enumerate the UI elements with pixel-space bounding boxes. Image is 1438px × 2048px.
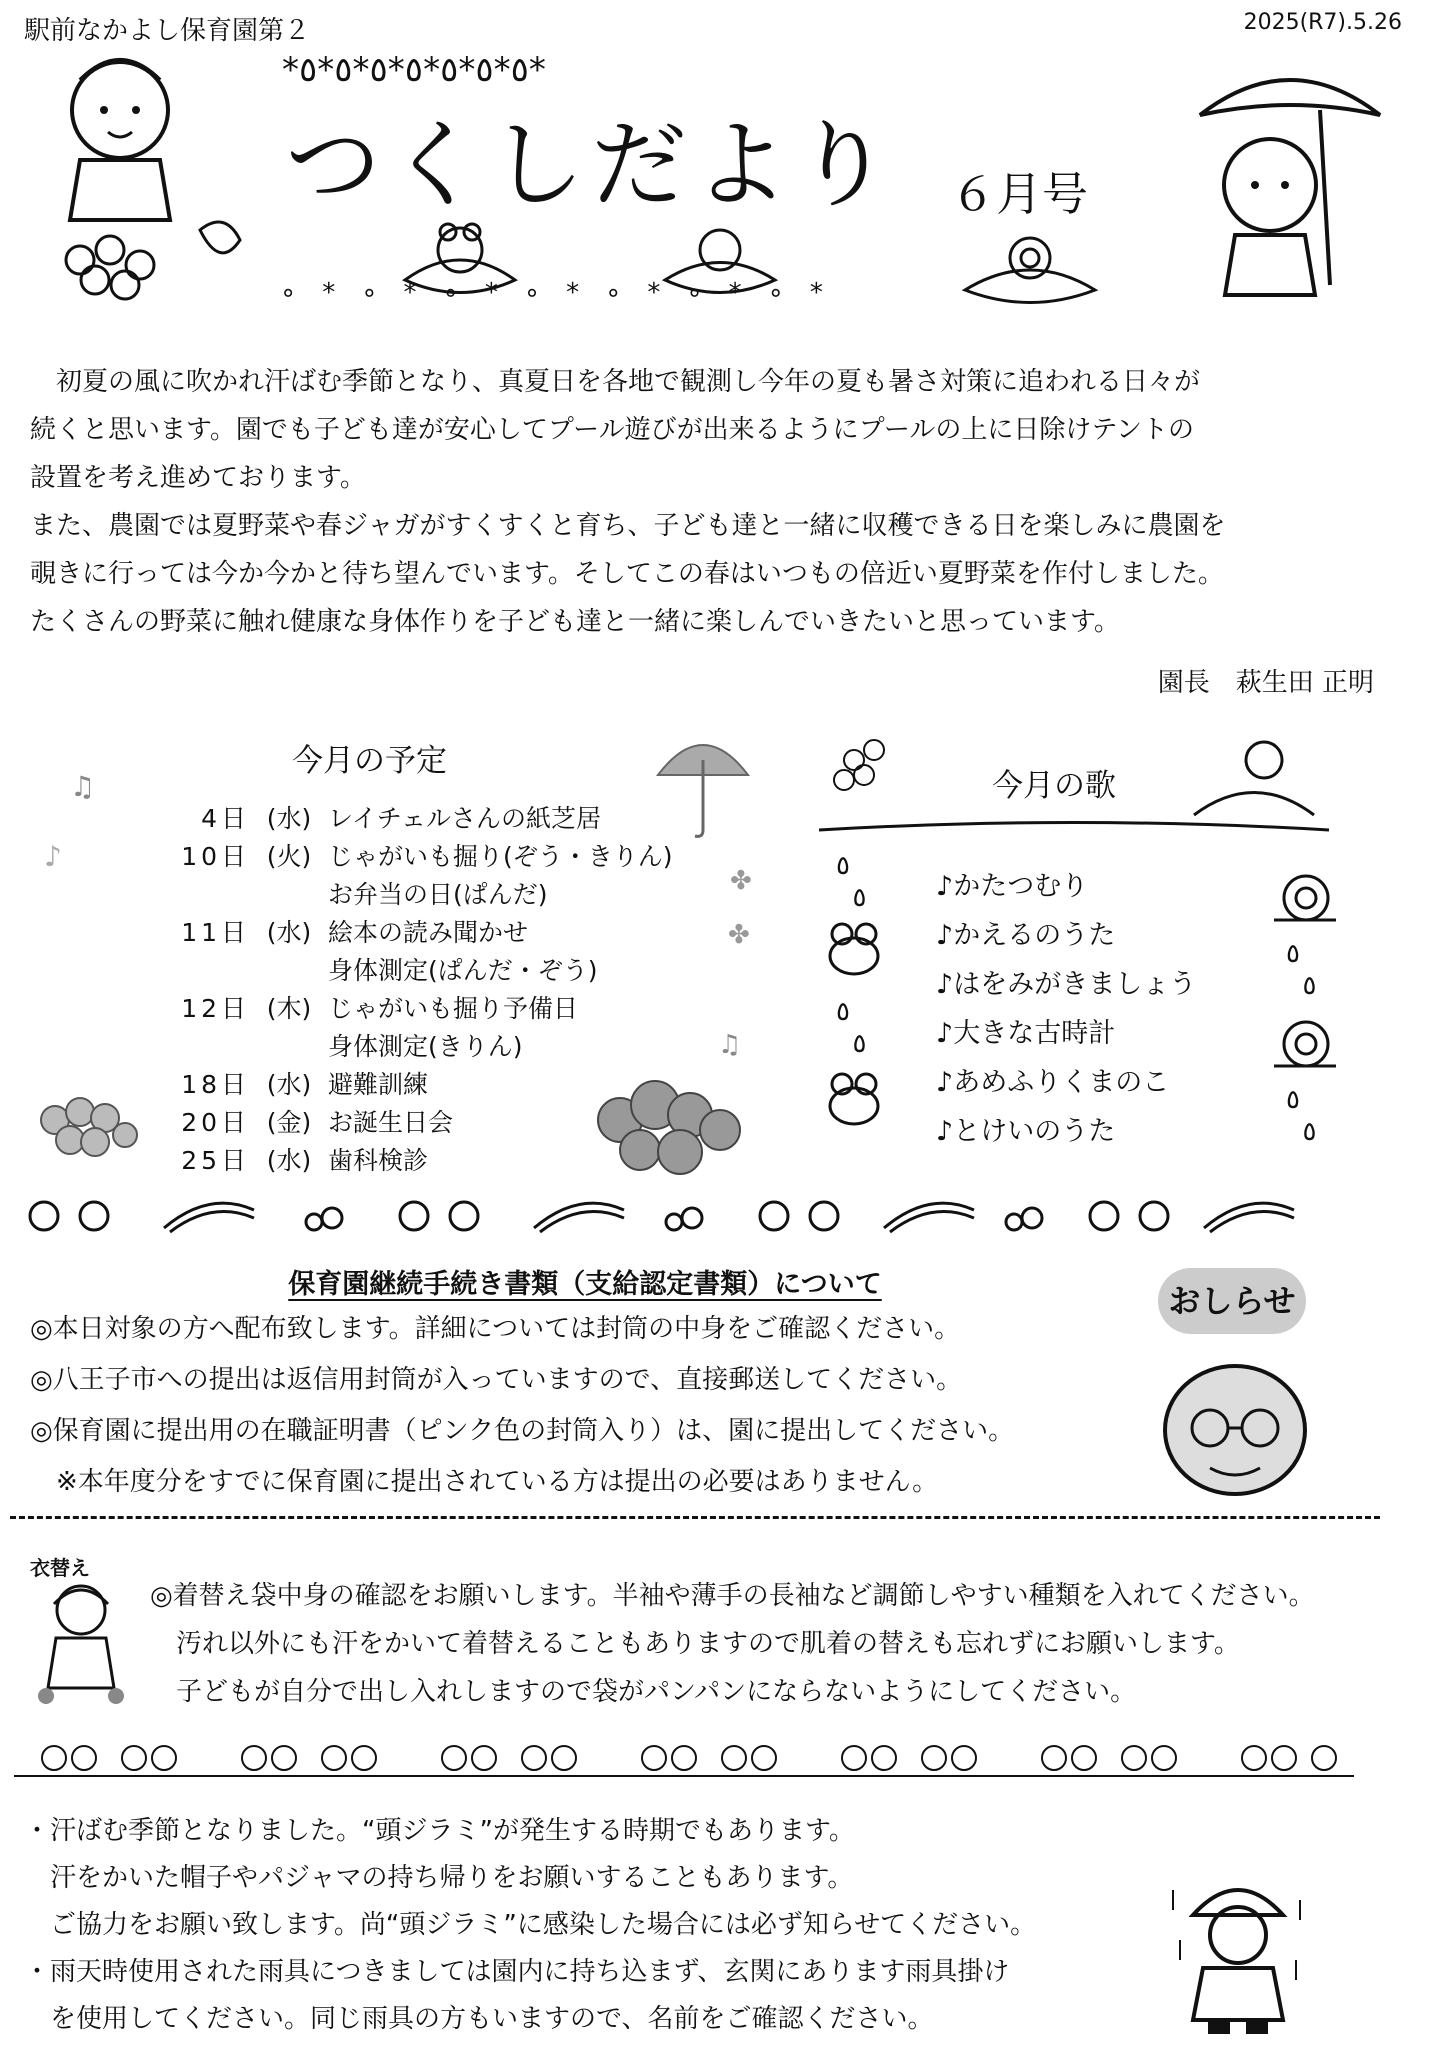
schedule-row: [148, 952, 673, 990]
frog-icon: [822, 920, 886, 980]
raindrop-icon: ٥ ٥: [1286, 1085, 1317, 1147]
schedule-event: レイチェルさんの紙芝居: [328, 804, 602, 833]
notice-line: ◎保育園に提出用の在職証明書（ピンク色の封筒入り）は、園に提出してください。: [30, 1416, 1015, 1446]
schedule-title: 今月の予定: [292, 743, 447, 779]
schedule-day: 4日: [201, 804, 250, 833]
note-line: 汗をかいた帽子やパジャマの持ち帰りをお願いすることもあります。: [24, 1863, 854, 1893]
schedule-weekday: (水): [266, 918, 312, 947]
schedule-weekday: (金): [266, 1108, 312, 1137]
schedule-row: [148, 876, 673, 914]
note-line: を使用してください。同じ雨具の方もいますので、名前をご確認ください。: [24, 2004, 934, 2034]
schedule-event: じゃがいも掘り予備日: [328, 994, 579, 1023]
schedule-row: [148, 838, 673, 876]
raindrop-on-leaf-illustration: [660, 220, 780, 300]
schedule-weekday: (木): [266, 994, 312, 1023]
snail-icon: [1270, 870, 1340, 926]
raindrop-star-border: *٥*٥*٥*٥*٥*٥*٥*: [282, 50, 546, 90]
schedule-day: 18日: [181, 1070, 250, 1099]
clover-icon: ✤: [730, 866, 752, 896]
frog-icon: [822, 1070, 886, 1130]
greeting-line: 続くと思います。園でも子ども達が安心してプール遊びが出来るようにプールの上に日除けテントの: [30, 415, 1195, 445]
schedule-weekday: (水): [266, 804, 312, 833]
schedule-row: [148, 914, 673, 952]
music-note-icon: ♫: [718, 1030, 742, 1060]
schedule-day: [148, 876, 250, 914]
kigae-line: 子どもが自分で出し入れしますので袋がパンパンにならないようにしてください。: [150, 1677, 1137, 1707]
schedule-weekday: [250, 952, 328, 990]
notice-list: [30, 1304, 1014, 1508]
schedule-day: [148, 952, 250, 990]
raindrop-icon: ٥ ٥: [836, 851, 867, 913]
song-item: ♪大きな古時計: [936, 1018, 1116, 1049]
kigae-line: ◎着替え袋中身の確認をお願いします。半袖や薄手の長袖など調節しやすい種類を入れてください。: [150, 1581, 1315, 1611]
note-line: ・汗ばむ季節となりました。“頭ジラミ”が発生する時期でもあります。: [24, 1816, 855, 1846]
kigae-text: [150, 1572, 1315, 1716]
notice-line: ※本年度分をすでに保育園に提出されている方は提出の必要はありません。: [30, 1467, 939, 1497]
schedule-day: 12日: [181, 994, 250, 1023]
music-note-icon: ♫: [70, 770, 96, 803]
school-name: 駅前なかよし保育園第２: [24, 16, 311, 46]
snail-icon: [1270, 1016, 1340, 1072]
schedule-day: 25日: [181, 1146, 250, 1175]
schedule-row: [148, 800, 673, 838]
snail-on-leaf-illustration: [960, 220, 1100, 310]
principal-signature: 園長 萩生田 正明: [1157, 668, 1374, 698]
songs-list: [936, 862, 1196, 1156]
notice-heading: 保育園継続手続き書類（支給認定書類）について: [288, 1269, 882, 1300]
hydrangea-illustration: [30, 1090, 150, 1170]
schedule-event: 絵本の読み聞かせ: [328, 918, 529, 947]
child-with-bag-illustration: [26, 1580, 136, 1710]
song-item: ♪とけいのうた: [936, 1116, 1116, 1147]
music-note-icon: ♪: [44, 840, 62, 873]
schedule-event: じゃがいも掘り(ぞう・きりん): [328, 842, 673, 871]
schedule-weekday: (水): [266, 1070, 312, 1099]
schedule-weekday: (火): [266, 842, 312, 871]
grandpa-face-illustration: [1150, 1350, 1320, 1500]
greeting-line: 設置を考え進めております。: [30, 463, 366, 493]
boy-hydrangea-illustration: [20, 40, 260, 300]
raindrop-icon: ٥ ٥: [836, 997, 867, 1059]
greeting-line: また、農園では夏野菜や春ジャガがすくすくと育ち、子ども達と一緒に収穫できる日を楽しみに農園を: [30, 511, 1226, 541]
hydrangea-frogs-illustration: [580, 1060, 760, 1180]
notice-line: ◎八王子市への提出は返信用封筒が入っていますので、直接郵送してください。: [30, 1365, 963, 1395]
kigae-label: 衣替え: [30, 1556, 90, 1580]
dashed-divider: [10, 1516, 1380, 1519]
issue-date: 2025(R7).5.26: [1243, 10, 1402, 35]
schedule-event: 避難訓練: [328, 1070, 429, 1099]
schedule-event: お弁当の日(ぱんだ): [328, 880, 548, 909]
greeting-line: 初夏の風に吹かれ汗ばむ季節となり、真夏日を各地で観測し今年の夏も暑さ対策に追われる日々が: [30, 367, 1201, 397]
schedule-weekday: (水): [266, 1146, 312, 1175]
schedule-day: 10日: [181, 842, 250, 871]
bottom-notes: [24, 1808, 1036, 2043]
umbrella-icon: [648, 720, 758, 840]
song-item: ♪かえるのうた: [936, 920, 1116, 951]
songs-title: 今月の歌: [992, 768, 1116, 804]
raindrop-icon: ٥ ٥: [1286, 939, 1317, 1001]
oshirase-badge: おしらせ: [1158, 1268, 1306, 1334]
schedule-row: [148, 990, 673, 1028]
schedule-event: 身体測定(ぱんだ・ぞう): [328, 956, 598, 985]
song-item: ♪はをみがきましょう: [936, 969, 1197, 1000]
schedule-day: [148, 1028, 250, 1066]
newsletter-title: つくしだより: [285, 109, 897, 221]
girl-leaf-umbrella-illustration: [1180, 55, 1410, 305]
schedule-day: 11日: [181, 918, 250, 947]
snail-rainbow-divider: [14, 1192, 1354, 1238]
song-item: ♪かたつむり: [936, 871, 1089, 902]
schedule-event: 身体測定(きりん): [328, 1032, 523, 1061]
schedule-weekday: [250, 876, 328, 914]
dot-star-border: ∘*∘*∘*∘*∘*∘*∘*: [280, 278, 849, 308]
frog-flower-divider: [14, 1736, 1354, 1786]
schedule-event: お誕生日会: [328, 1108, 454, 1137]
greeting-text: [30, 358, 1410, 646]
kigae-line: 汚れ以外にも汗をかいて着替えることもありますので肌着の替えも忘れずにお願いします。: [150, 1629, 1240, 1659]
greeting-line: たくさんの野菜に触れ健康な身体作りを子ども達と一緒に楽しんでいきたいと思っています。: [30, 607, 1120, 637]
clover-icon: ✤: [728, 920, 750, 950]
child-raincoat-illustration: [1168, 1870, 1308, 2040]
schedule-weekday: [250, 1028, 328, 1066]
frog-on-leaf-illustration: [400, 210, 520, 300]
note-line: ご協力をお願い致します。尚“頭ジラミ”に感染した場合には必ず知らせてください。: [24, 1910, 1037, 1940]
issue-label: ６月号: [950, 167, 1088, 221]
note-line: ・雨天時使用された雨具につきましては園内に持ち込まず、玄関にあります雨具掛け: [24, 1957, 1010, 1987]
schedule-day: 20日: [181, 1108, 250, 1137]
greeting-line: 覗きに行っては今か今かと待ち望んでいます。そしてこの春はいつもの倍近い夏野菜を作付しました。: [30, 559, 1224, 589]
song-item: ♪あめふりくまのこ: [936, 1067, 1170, 1098]
notice-line: ◎本日対象の方へ配布致します。詳細については封筒の中身をご確認ください。: [30, 1314, 961, 1344]
schedule-event: 歯科検診: [328, 1146, 429, 1175]
